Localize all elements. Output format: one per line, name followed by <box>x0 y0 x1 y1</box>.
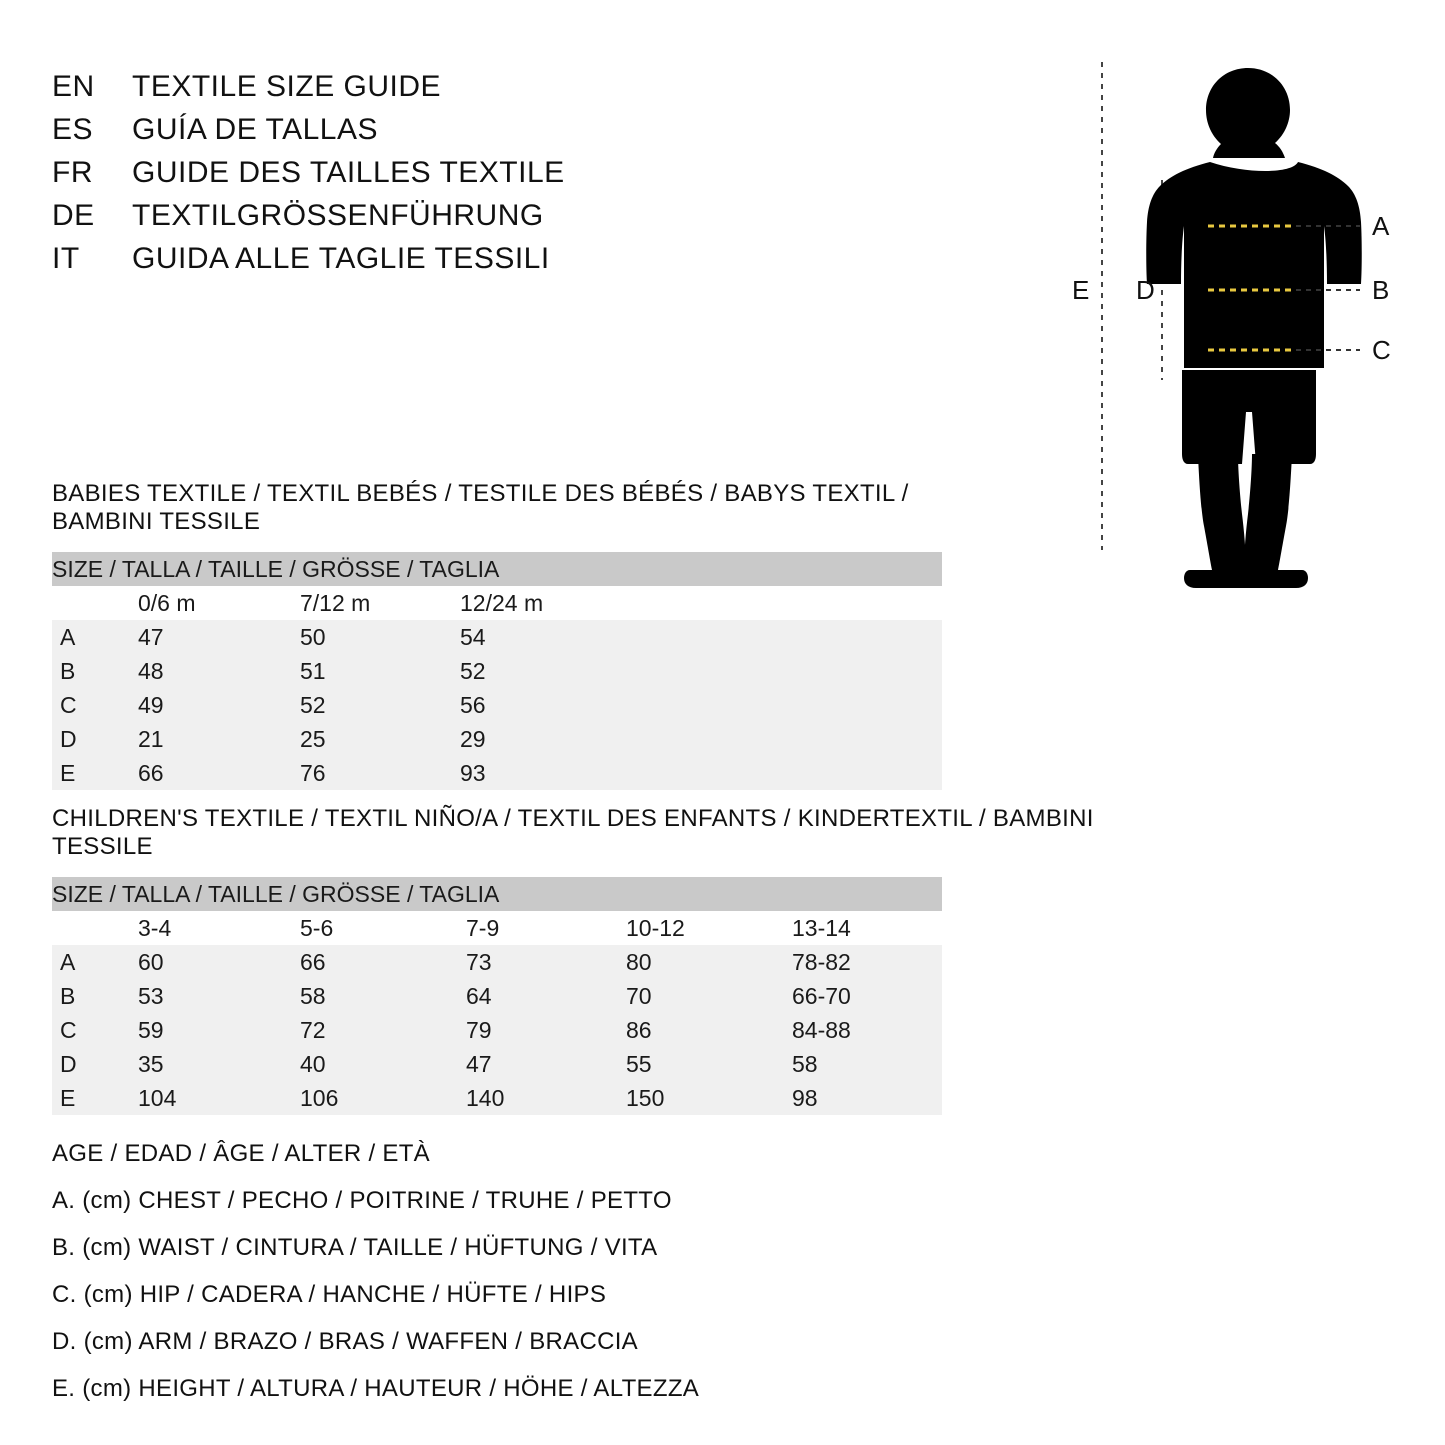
cell-b-1: 51 <box>300 654 460 688</box>
cell-e-2: 140 <box>466 1081 626 1115</box>
cell-d-1: 40 <box>300 1047 466 1081</box>
children-size-table <box>52 877 942 1115</box>
cell-e-0: 66 <box>138 756 300 790</box>
children-column-2: 7-9 <box>466 911 626 945</box>
header-row <box>52 156 752 190</box>
table-row <box>52 620 942 654</box>
table-row <box>52 654 942 688</box>
figure-label-e: E <box>1072 275 1090 305</box>
babies-band-label: SIZE / TALLA / TAILLE / GRÖSSE / TAGLIA <box>52 552 942 586</box>
babies-column-2: 12/24 m <box>460 586 942 620</box>
legend-line-a-chest: A. (cm) CHEST / PECHO / POITRINE / TRUHE / PETTO <box>52 1187 672 1214</box>
cell-d-0: 21 <box>138 722 300 756</box>
header-lang-code: ES <box>52 113 94 146</box>
table-row <box>52 1013 942 1047</box>
row-label-d: D <box>52 1047 138 1081</box>
row-label-a: A <box>52 945 138 979</box>
cell-c-2: 79 <box>466 1013 626 1047</box>
row-label-c: C <box>52 1013 138 1047</box>
legend-line-c-hip: C. (cm) HIP / CADERA / HANCHE / HÜFTE / HIPS <box>52 1281 607 1308</box>
babies-column-0: 0/6 m <box>138 586 300 620</box>
cell-e-2: 93 <box>460 756 942 790</box>
children-column-0: 3-4 <box>138 911 300 945</box>
cell-a-2: 73 <box>466 945 626 979</box>
cell-d-4: 58 <box>792 1047 942 1081</box>
children-band-label: SIZE / TALLA / TAILLE / GRÖSSE / TAGLIA <box>52 877 942 911</box>
row-label-e: E <box>52 756 138 790</box>
cell-d-1: 25 <box>300 722 460 756</box>
row-label-e: E <box>52 1081 138 1115</box>
table-row <box>52 1081 942 1115</box>
cell-c-4: 84-88 <box>792 1013 942 1047</box>
row-label-d: D <box>52 722 138 756</box>
table-header-band <box>52 552 942 586</box>
babies-column-header-row <box>52 586 942 620</box>
children-column-4: 13-14 <box>792 911 942 945</box>
header-title-block <box>52 70 752 285</box>
figure-label-c: C <box>1372 335 1391 365</box>
cell-e-1: 106 <box>300 1081 466 1115</box>
cell-c-3: 86 <box>626 1013 792 1047</box>
figure-label-b: B <box>1372 275 1390 305</box>
cell-a-2: 54 <box>460 620 942 654</box>
table-row <box>52 688 942 722</box>
children-column-header-row <box>52 911 942 945</box>
cell-c-0: 49 <box>138 688 300 722</box>
child-silhouette <box>1146 68 1362 588</box>
legend-line-d-arm: D. (cm) ARM / BRAZO / BRAS / WAFFEN / BRACCIA <box>52 1328 638 1355</box>
cell-a-0: 60 <box>138 945 300 979</box>
cell-e-0: 104 <box>138 1081 300 1115</box>
babies-column-1: 7/12 m <box>300 586 460 620</box>
cell-e-3: 150 <box>626 1081 792 1115</box>
children-section <box>52 805 1182 1115</box>
babies-section <box>52 480 942 790</box>
header-title-text: GUIDA ALLE TAGLIE TESSILI <box>132 242 550 275</box>
children-section-title: CHILDREN'S TEXTILE / TEXTIL NIÑO/A / TEXTIL DES ENFANTS / KINDERTEXTIL / BAMBINI TESSILE <box>52 805 1094 860</box>
empty-corner-cell <box>52 586 138 620</box>
header-title-text: TEXTILGRÖSSENFÜHRUNG <box>132 199 544 232</box>
cell-b-1: 58 <box>300 979 466 1013</box>
cell-b-0: 48 <box>138 654 300 688</box>
cell-c-0: 59 <box>138 1013 300 1047</box>
table-row <box>52 1047 942 1081</box>
figure-label-a: A <box>1372 211 1390 241</box>
header-lang-code: IT <box>52 242 80 275</box>
header-row <box>52 113 752 147</box>
header-lang-code: DE <box>52 199 95 232</box>
row-label-c: C <box>52 688 138 722</box>
header-row <box>52 199 752 233</box>
cell-c-2: 56 <box>460 688 942 722</box>
header-row <box>52 242 752 276</box>
cell-d-2: 29 <box>460 722 942 756</box>
measurement-legend <box>52 1140 952 1422</box>
cell-d-0: 35 <box>138 1047 300 1081</box>
cell-d-3: 55 <box>626 1047 792 1081</box>
legend-line-age: AGE / EDAD / ÂGE / ALTER / ETÀ <box>52 1140 430 1167</box>
cell-a-1: 66 <box>300 945 466 979</box>
cell-c-1: 72 <box>300 1013 466 1047</box>
row-label-a: A <box>52 620 138 654</box>
cell-a-3: 80 <box>626 945 792 979</box>
table-row <box>52 722 942 756</box>
header-lang-code: FR <box>52 156 93 189</box>
cell-b-3: 70 <box>626 979 792 1013</box>
babies-section-title: BABIES TEXTILE / TEXTIL BEBÉS / TESTILE DES BÉBÉS / BABYS TEXTIL / BAMBINI TESSILE <box>52 480 909 535</box>
figure-label-d: D <box>1136 275 1155 305</box>
legend-line-b-waist: B. (cm) WAIST / CINTURA / TAILLE / HÜFTUNG / VITA <box>52 1234 658 1261</box>
table-row <box>52 979 942 1013</box>
legend-line-e-height: E. (cm) HEIGHT / ALTURA / HAUTEUR / HÖHE / ALTEZZA <box>52 1375 700 1402</box>
header-lang-code: EN <box>52 70 95 103</box>
empty-corner-cell <box>52 911 138 945</box>
cell-b-2: 52 <box>460 654 942 688</box>
table-row <box>52 756 942 790</box>
cell-b-2: 64 <box>466 979 626 1013</box>
table-row <box>52 945 942 979</box>
header-title-text: TEXTILE SIZE GUIDE <box>132 70 442 103</box>
cell-b-0: 53 <box>138 979 300 1013</box>
header-title-text: GUIDE DES TAILLES TEXTILE <box>132 156 565 189</box>
table-header-band <box>52 877 942 911</box>
cell-a-4: 78-82 <box>792 945 942 979</box>
cell-b-4: 66-70 <box>792 979 942 1013</box>
cell-e-4: 98 <box>792 1081 942 1115</box>
babies-size-table <box>52 552 942 790</box>
cell-a-0: 47 <box>138 620 300 654</box>
cell-c-1: 52 <box>300 688 460 722</box>
cell-d-2: 47 <box>466 1047 626 1081</box>
row-label-b: B <box>52 654 138 688</box>
body-measurement-diagram <box>1040 50 1420 590</box>
row-label-b: B <box>52 979 138 1013</box>
children-column-3: 10-12 <box>626 911 792 945</box>
cell-a-1: 50 <box>300 620 460 654</box>
header-row <box>52 70 752 104</box>
children-column-1: 5-6 <box>300 911 466 945</box>
cell-e-1: 76 <box>300 756 460 790</box>
header-title-text: GUÍA DE TALLAS <box>132 113 378 146</box>
